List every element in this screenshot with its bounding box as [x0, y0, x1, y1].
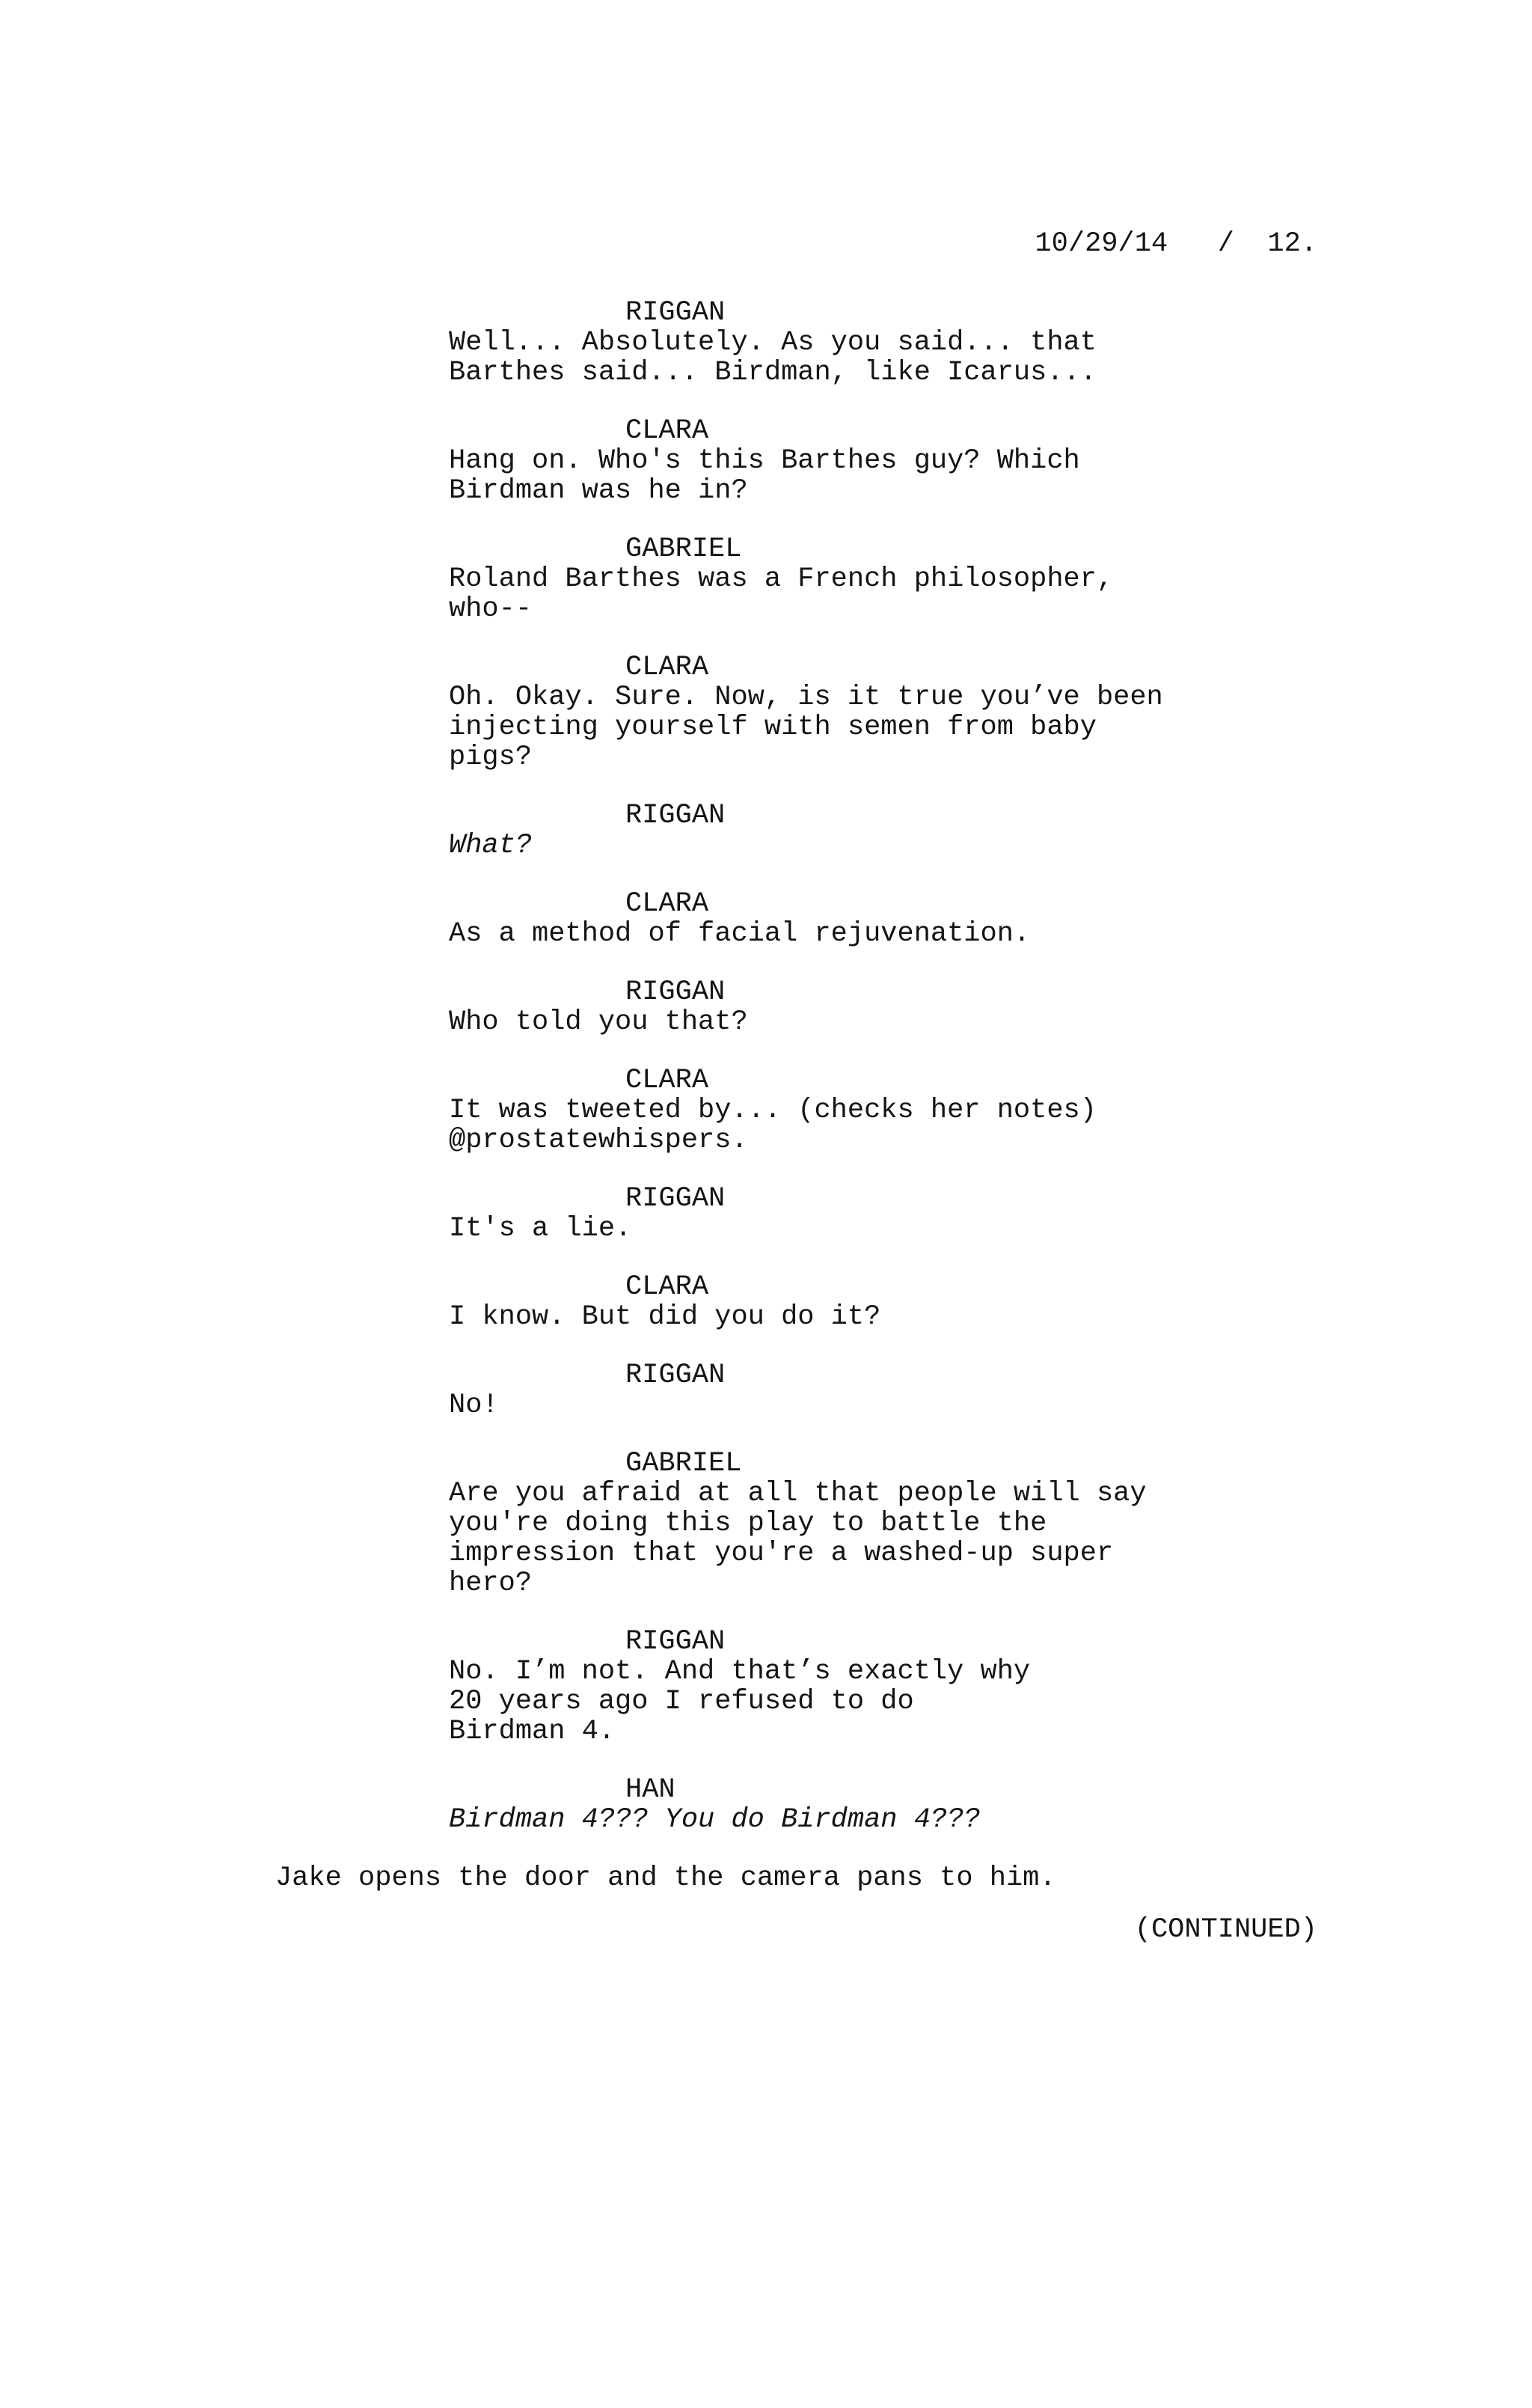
character-name: HAN	[625, 1774, 675, 1806]
dialogue-line: injecting yourself with semen from baby	[449, 712, 1097, 743]
character-name: RIGGAN	[625, 297, 726, 328]
dialogue-block	[0, 1449, 1532, 1598]
character-name: CLARA	[625, 652, 709, 683]
dialogue-line: Birdman 4.	[449, 1716, 616, 1747]
dialogue-line: Barthes said... Birdman, like Icarus...	[449, 357, 1097, 388]
dialogue-block	[0, 416, 1532, 506]
dialogue-line: Birdman 4??? You do Birdman 4???	[449, 1804, 981, 1836]
page-number: 12.	[1267, 228, 1317, 260]
dialogue-line: As a method of facial rejuvenation.	[449, 918, 1031, 950]
character-name: CLARA	[625, 1271, 709, 1303]
dialogue-line: It's a lie.	[449, 1213, 632, 1244]
page-header	[1035, 229, 1317, 259]
dialogue-block	[0, 1360, 1532, 1420]
dialogue-line: Hang on. Who's this Barthes guy? Which	[449, 445, 1080, 477]
dialogue-line: Who told you that?	[449, 1006, 748, 1038]
dialogue-block	[0, 1184, 1532, 1244]
character-name: CLARA	[625, 888, 709, 920]
dialogue-block	[0, 1775, 1532, 1835]
dialogue-block	[0, 1066, 1532, 1155]
dialogue-line: Are you afraid at all that people will say	[449, 1478, 1147, 1509]
dialogue-line: 20 years ago I refused to do	[449, 1686, 914, 1717]
dialogue-line: impression that you're a washed-up super	[449, 1538, 1114, 1569]
dialogue-block	[0, 298, 1532, 388]
continued-marker: (CONTINUED)	[1134, 1914, 1317, 1946]
dialogue-block	[0, 889, 1532, 949]
dialogue-block	[0, 1627, 1532, 1747]
character-name: RIGGAN	[625, 800, 726, 831]
character-name: RIGGAN	[625, 977, 726, 1008]
dialogue-line: Oh. Okay. Sure. Now, is it true you’ve been	[449, 682, 1163, 713]
script-body	[0, 298, 1532, 1893]
dialogue-line: @prostatewhispers.	[449, 1125, 748, 1156]
character-name: CLARA	[625, 1065, 709, 1096]
dialogue-line: Well... Absolutely. As you said... that	[449, 327, 1097, 358]
dialogue-line: pigs?	[449, 742, 533, 773]
character-name: GABRIEL	[625, 1448, 742, 1479]
dialogue-line: It was tweeted by... (checks her notes)	[449, 1095, 1097, 1126]
dialogue-block	[0, 977, 1532, 1037]
dialogue-line: No. I’m not. And that’s exactly why	[449, 1656, 1031, 1687]
dialogue-block	[0, 801, 1532, 861]
character-name: RIGGAN	[625, 1360, 726, 1391]
dialogue-line: who--	[449, 593, 533, 625]
action-line: Jake opens the door and the camera pans to him.	[275, 1862, 1056, 1894]
character-name: GABRIEL	[625, 534, 742, 565]
dialogue-block	[0, 534, 1532, 624]
dialogue-line: What?	[449, 830, 533, 861]
dialogue-line: you're doing this play to battle the	[449, 1508, 1047, 1539]
dialogue-line: No!	[449, 1390, 499, 1421]
header-separator: /	[1217, 228, 1234, 260]
dialogue-block	[0, 653, 1532, 772]
dialogue-line: hero?	[449, 1568, 533, 1599]
dialogue-block	[0, 1272, 1532, 1332]
character-name: RIGGAN	[625, 1626, 726, 1657]
dialogue-line: Birdman was he in?	[449, 475, 748, 507]
dialogue-line: I know. But did you do it?	[449, 1301, 881, 1333]
character-name: RIGGAN	[625, 1183, 726, 1214]
revision-date: 10/29/14	[1035, 228, 1168, 260]
dialogue-line: Roland Barthes was a French philosopher,	[449, 563, 1114, 595]
character-name: CLARA	[625, 415, 709, 447]
